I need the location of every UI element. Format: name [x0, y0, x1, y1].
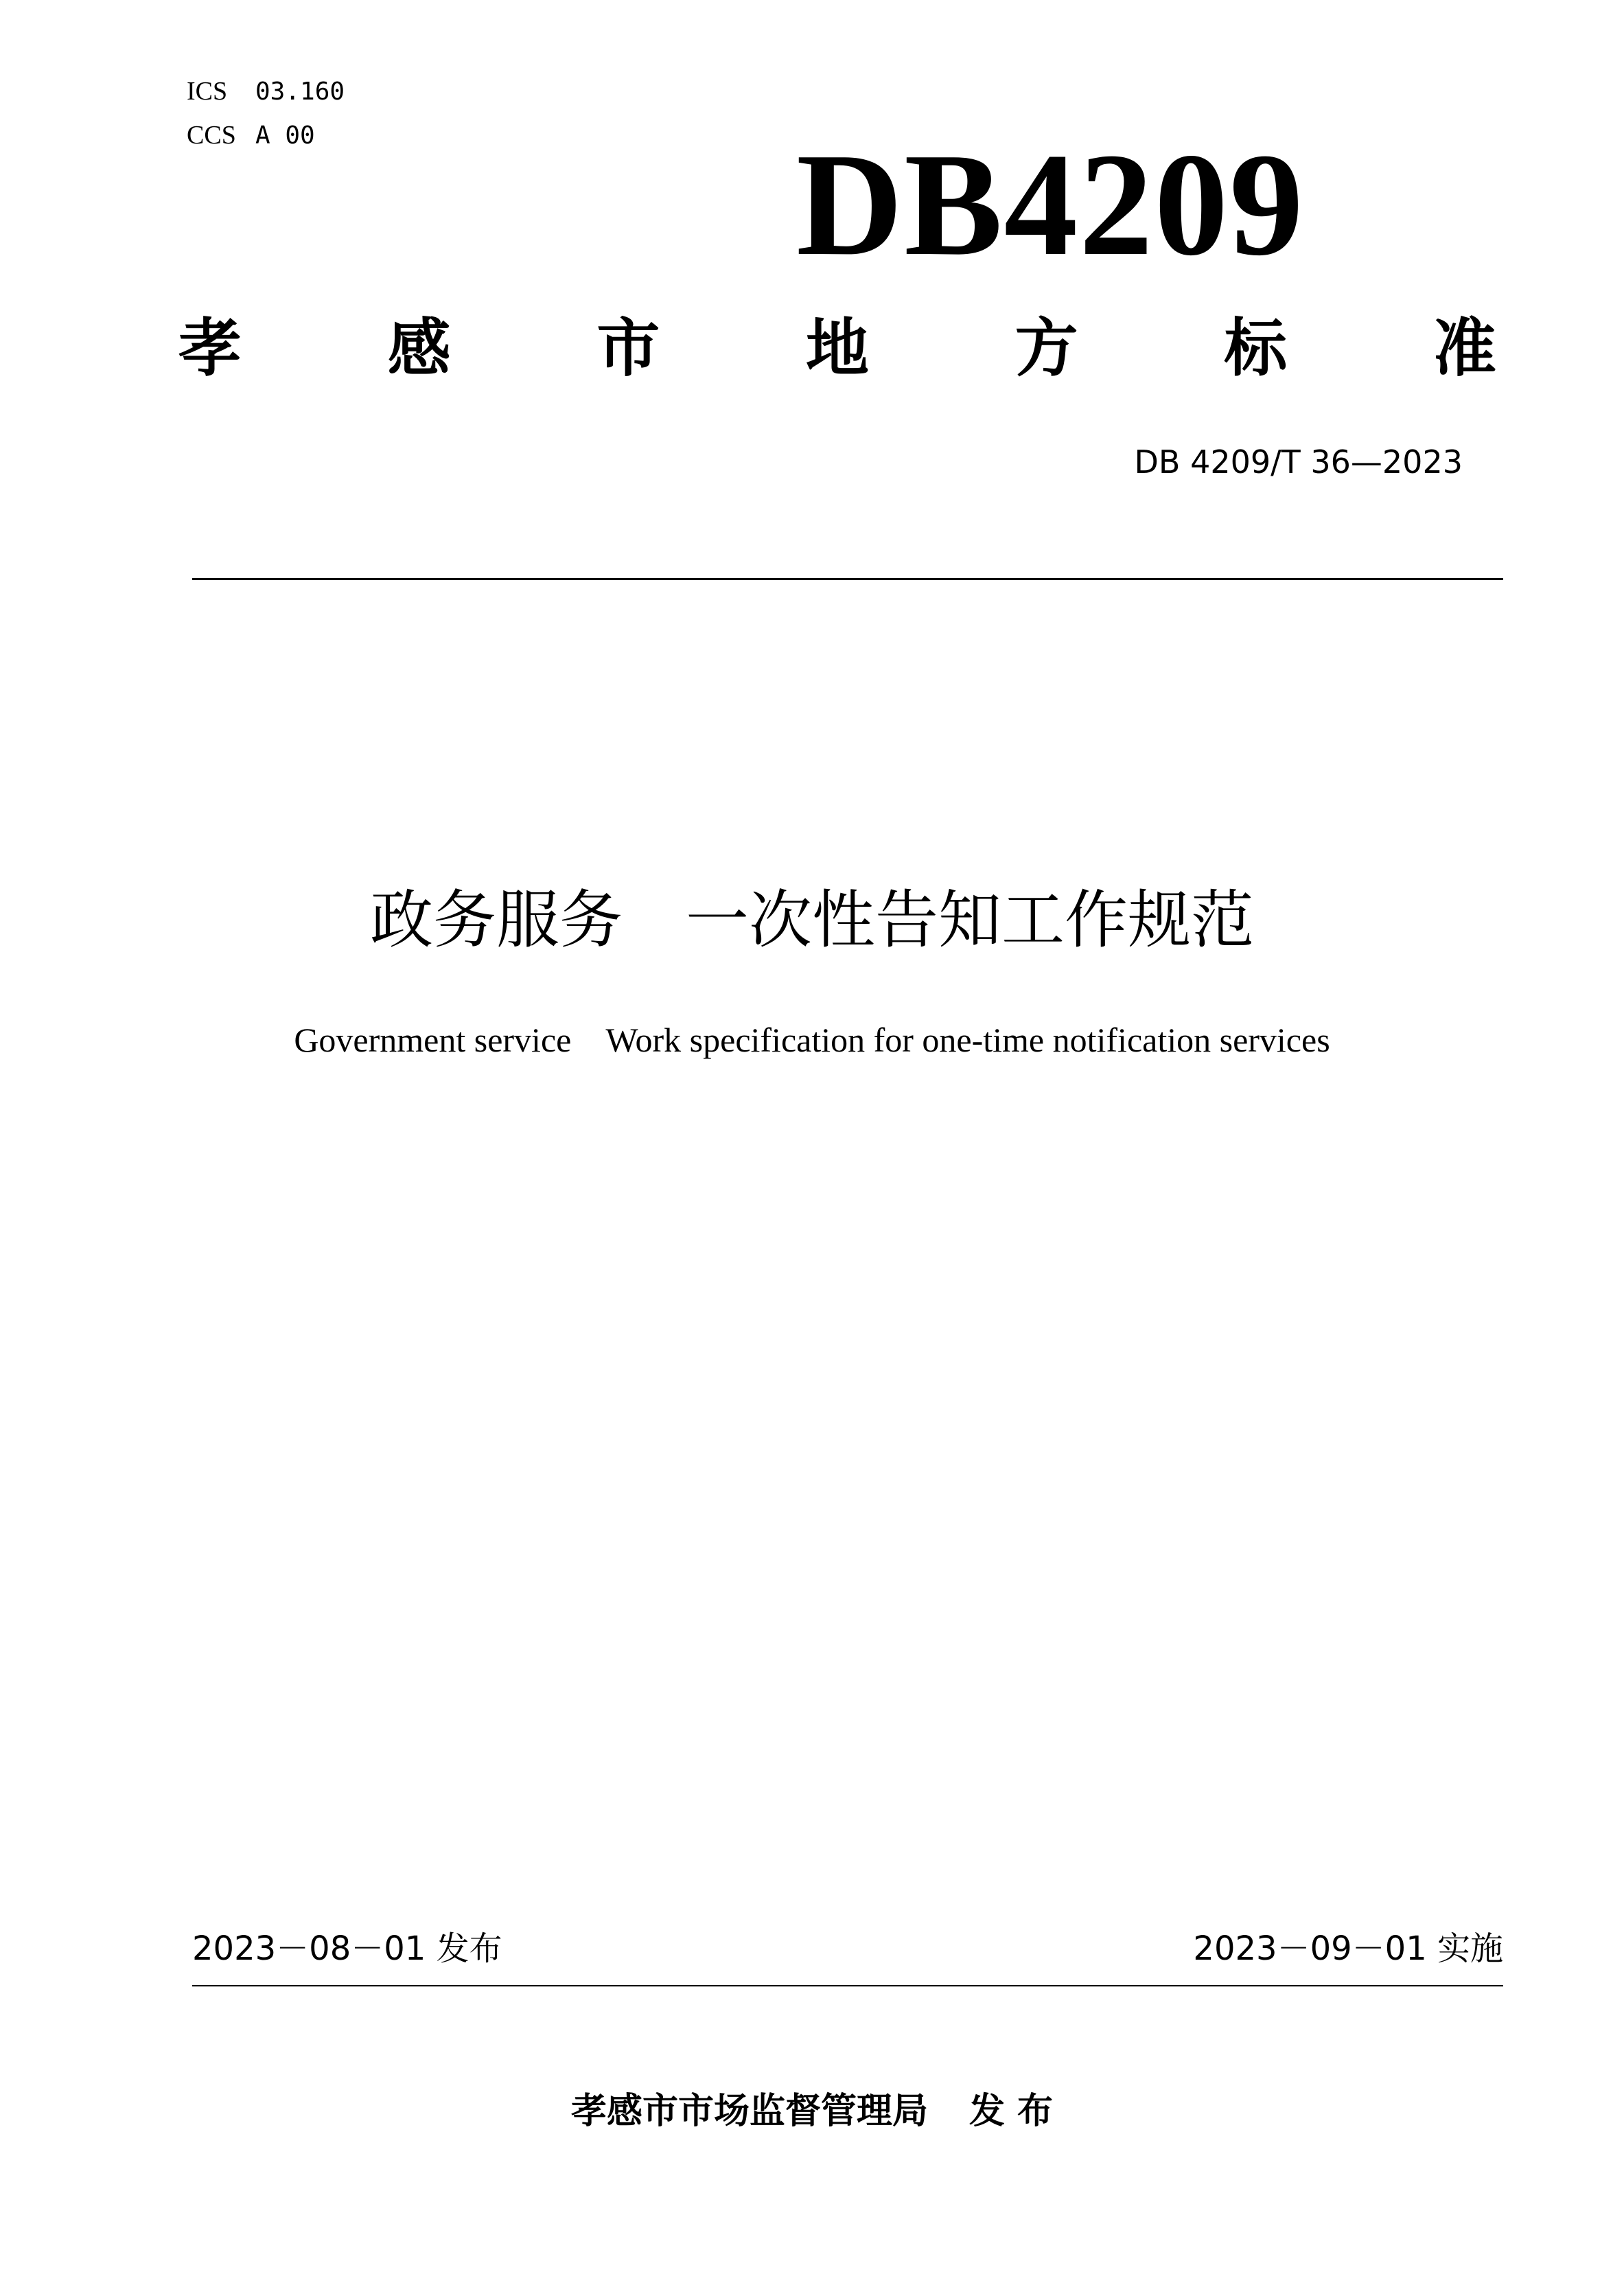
standard-type-char: 方 [1014, 312, 1078, 385]
ics-classification [187, 78, 345, 104]
standard-code-logo: DB4209 [796, 122, 1305, 286]
standard-type-char: 准 [1432, 312, 1496, 385]
standard-type-char: 市 [596, 312, 660, 385]
top-divider [192, 578, 1503, 580]
standard-type-char: 感 [387, 312, 451, 385]
standard-type-heading [178, 312, 1496, 385]
ccs-label: CCS [187, 121, 236, 150]
issuer-name: 孝感市市场监督管理局 [570, 2091, 928, 2132]
standard-type-char: 地 [805, 312, 869, 385]
effective-date: 2023－09－01 实施 [1193, 1929, 1503, 1968]
standard-number: DB 4209/T 36—2023 [1134, 443, 1463, 480]
issuer-action: 发 布 [968, 2091, 1054, 2132]
document-title-chinese: 政务服务 一次性告知工作规范 [369, 883, 1254, 957]
ccs-classification [187, 122, 315, 148]
document-title-english: Government service Work specification for one-time notification services [294, 1021, 1330, 1059]
ccs-code: A 00 [255, 121, 315, 150]
bottom-divider [192, 1985, 1503, 1986]
publish-date: 2023－08－01 发布 [192, 1929, 502, 1968]
ics-label: ICS [187, 77, 228, 106]
issuing-authority [0, 2091, 1624, 2132]
standard-type-char: 孝 [178, 312, 242, 385]
ics-code: 03.160 [255, 78, 345, 106]
standard-type-char: 标 [1224, 312, 1288, 385]
